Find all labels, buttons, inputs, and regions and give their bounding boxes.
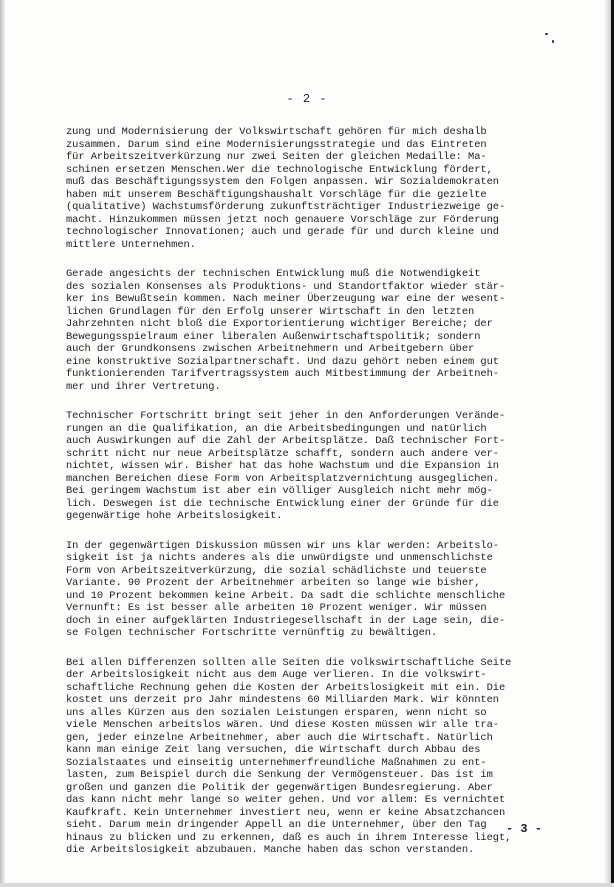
text-line: ker ins Bewußtsein kommen. Nach meiner Überzeugung war eine der wesent- xyxy=(66,293,506,305)
text-line: das kann nicht mehr lange so weiter gehen. Und vor allem: Es vernichtet xyxy=(66,794,506,806)
text-line: (qualitative) Wachstumsförderung zukunftsträchtiger Industriezweige ge- xyxy=(66,201,506,213)
text-line: gen, jeder einzelne Arbeitnehmer, aber auch die Wirtschaft. Natürlich xyxy=(66,731,493,744)
scan-edge-bottom xyxy=(0,883,614,887)
paragraph xyxy=(66,657,566,857)
text-line: gegenwärtige hohe Arbeitslosigkeit. xyxy=(66,510,283,522)
text-line: auch Auswirkungen auf die Zahl der Arbeitsplätze. Daß technischer Fort- xyxy=(66,435,506,447)
text-line: viele Menschen arbeitslos wären. Und diese Kosten müssen wir alle tra- xyxy=(66,719,499,731)
text-line: schinen ersetzen Menschen.Wer die technologische Entwicklung fördert, xyxy=(66,163,493,176)
text-line: haben mit unserem Beschäftigungshaushalt Vorschläge für die gezielte xyxy=(66,188,487,201)
text-line: mer und ihrer Vertretung. xyxy=(66,380,221,393)
text-line: schritt nicht nur neue Arbeitsplätze schafft, sondern auch andere ver- xyxy=(66,447,499,460)
scan-speck xyxy=(545,33,548,35)
text-line: se Folgen technischer Fortschritte vernünftig zu bewältigen. xyxy=(66,627,438,639)
text-line: und 10 Prozent bekommen keine Arbeit. Da sadt die schlichte menschliche xyxy=(66,589,506,602)
text-line: sigkeit ist ja nichts anderes als die unwürdigste und unmenschlichste xyxy=(66,552,493,564)
text-line: eine konstruktive Sozialpartnerschaft. Und dazu gehört neben einem gut xyxy=(66,355,499,368)
text-line: sieht. Darum mein dringender Appell an die Unternehmer, über den Tag xyxy=(66,819,487,831)
text-line: In der gegenwärtigen Diskussion müssen wir uns klar werden: Arbeitslo- xyxy=(66,539,499,552)
text-line: doch in einer aufgeklärten Industriegesellschaft in der Lage sein, die- xyxy=(66,614,506,627)
text-line: Form von Arbeitszeitverkürzung, die sozial schädlichste und teuerste xyxy=(66,564,487,577)
text-line: lich. Deswegen ist die technische Entwicklung einer der Gründe für die xyxy=(66,497,499,510)
text-line: lichen Grundlagen für den Erfolg unserer Wirtschaft in den letzten xyxy=(66,305,475,318)
text-line: kann man einige Zeit lang versuchen, die Wirtschaft durch Abbau des xyxy=(66,744,481,756)
text-line: Bei geringem Wachstum ist aber ein völliger Ausgleich nicht mehr mög- xyxy=(66,485,493,497)
paragraph xyxy=(66,410,566,523)
text-line: auch der Grundkonsens zwischen Arbeitnehmern und Arbeitgebern über xyxy=(66,343,475,355)
text-line: technologischer Innovationen; auch und gerade für und durch kleine und xyxy=(66,226,499,238)
text-line: uns alles Kürzen aus den sozialen Leistungen ersparen, wenn nicht so xyxy=(66,706,487,719)
text-line: Kaufkraft. Kein Unternehmer investiert neu, wenn er keine Absatzchancen xyxy=(66,806,506,819)
text-line: muß das Beschäftigungssystem den Folgen anpassen. Wir Sozialdemokraten xyxy=(66,176,499,188)
text-line: macht. Hinzukommen müssen jetzt noch genauere Vorschläge zur Förderung xyxy=(66,213,499,226)
text-line: kostet uns derzeit pro Jahr mindestens 60 Milliarden Mark. Wir könnten xyxy=(66,694,499,706)
text-line: zusammen. Darum sind eine Modernisierungsstrategie und das Eintreten xyxy=(66,138,487,151)
text-line: schaftliche Rechnung gehen die Kosten der Arbeitslosigkeit mit ein. Die xyxy=(66,681,506,694)
text-line: Variante. 90 Prozent der Arbeitnehmer arbeiten so lange wie bisher, xyxy=(66,577,481,589)
scan-speck xyxy=(552,40,554,43)
scan-edge-right xyxy=(604,0,614,887)
text-line: für Arbeitszeitverkürzung nur zwei Seiten der gleichen Medaille: Ma- xyxy=(66,151,487,163)
text-line: manchen Bereichen diese Form von Arbeitsplatzvernichtung ausgeglichen. xyxy=(66,472,499,485)
text-line: nichtet, wissen wir. Bisher hat das hohe Wachstum und die Expansion in xyxy=(66,460,499,472)
text-line: Bei allen Differenzen sollten alle Seiten die volkswirtschaftliche Seite xyxy=(66,656,512,669)
text-line: zung und Modernisierung der Volkswirtschaft gehören für mich deshalb xyxy=(66,126,487,138)
paragraph xyxy=(66,540,566,640)
text-line: Vernunft: Es ist besser alle arbeiten 10 Prozent weniger. Wir müssen xyxy=(66,602,487,614)
document-body xyxy=(66,126,566,874)
text-line: des sozialen Konsenses als Produktions- und Standortfaktor wieder stär- xyxy=(66,280,506,293)
text-line: mittlere Unternehmen. xyxy=(66,238,196,251)
text-line: rungen an die Qualifikation, an die Arbeitsbedingungen und natürlich xyxy=(66,422,487,435)
text-line: lasten, zum Beispiel durch die Senkung der Vermögensteuer. Das ist im xyxy=(66,769,493,781)
text-line: Sozialstaates und einseitig unternehmerfreundliche Maßnahmen zu ent- xyxy=(66,756,487,769)
text-line: hinaus zu blicken und zu erkennen, daß es auch in ihrem Interesse liegt, xyxy=(66,831,512,844)
text-line: Technischer Fortschritt bringt seit jeher in den Anforderungen Verände- xyxy=(66,410,506,422)
text-line: Bewegungsspielraum einer liberalen Außenwirtschaftspolitik; sondern xyxy=(66,330,481,343)
text-line: Gerade angesichts der technischen Entwicklung muß die Notwendigkeit xyxy=(66,268,481,280)
text-line: der Arbeitslosigkeit nicht aus dem Auge verlieren. In die volkswirt- xyxy=(66,669,487,681)
paragraph xyxy=(66,126,566,251)
scan-edge-left xyxy=(0,0,6,887)
text-line: großen und ganzen die Politik der gegenwärtigen Bundesregierung. Aber xyxy=(66,781,493,794)
text-line: Jahrzehnten nicht bloß die Exportorientierung wichtiger Bereiche; der xyxy=(66,318,493,330)
text-line: die Arbeitslosigkeit abzubauen. Manche haben das schon verstanden. xyxy=(66,844,475,856)
page-number: - 2 - xyxy=(286,92,328,106)
paragraph xyxy=(66,268,566,393)
text-line: funktionierenden Tarifvertragssystem auch Mitbestimmung der Arbeitneh- xyxy=(66,368,499,380)
next-page-marker: - 3 - xyxy=(506,822,543,836)
